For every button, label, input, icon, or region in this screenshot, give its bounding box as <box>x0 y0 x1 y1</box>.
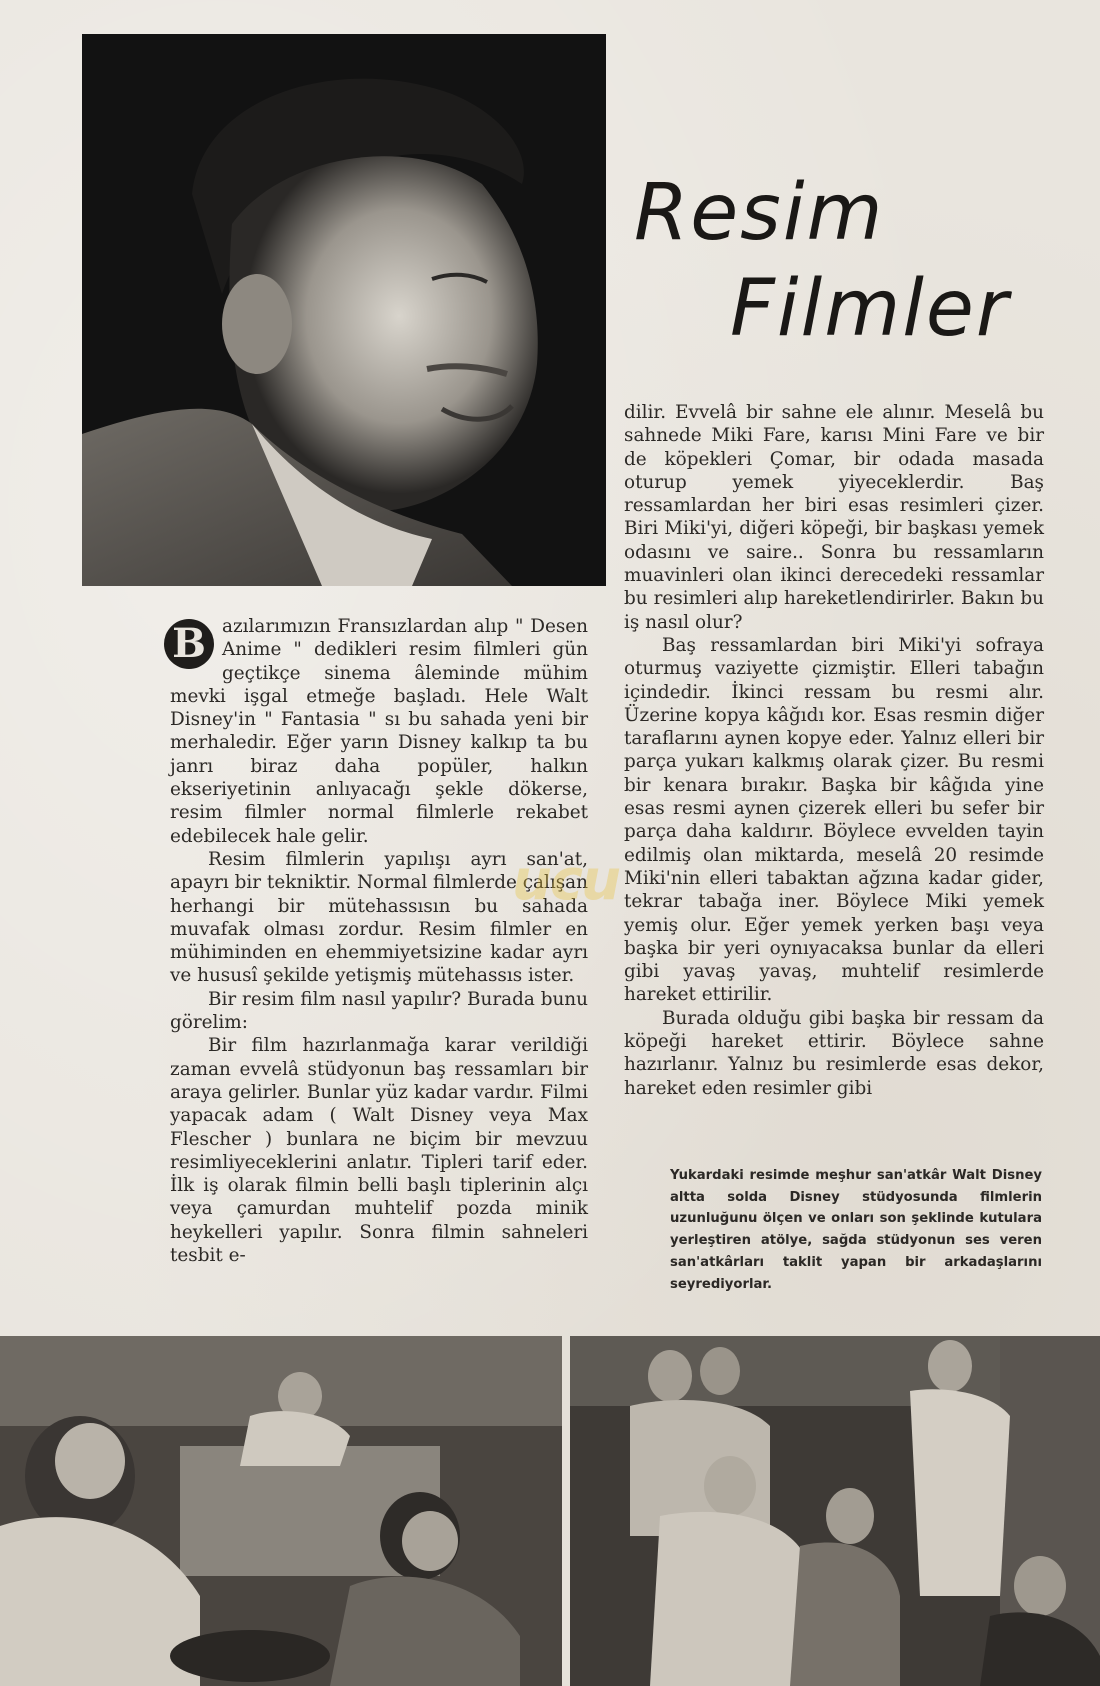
paragraph: Bir resim film nasıl yapılır? Burada bunu görelim: <box>170 988 588 1034</box>
article-title <box>618 168 1048 368</box>
watermark: ucu <box>512 848 619 913</box>
paragraph: Burada olduğu gibi başka bir ressam da köpeği hareket ettirir. Böylece sahne hazırlanır. Yalnız bu resimlerde esas dekor, hareket eden resimler gibi <box>624 1007 1044 1099</box>
title-line-1: Resim <box>634 168 885 258</box>
photo-caption: Yukardaki resimde meşhur san'atkâr Walt Disney altta solda Disney stüdyosunda filmlerin uzunluğunu ölçen ve onları son şeklinde kutulara yerleştiren atölye, sağda stüdyonun ses veren san'atkârları taklit yapan bir arkadaşlarını seyrediyorlar. <box>670 1168 1042 1292</box>
paragraph: dilir. Evvelâ bir sahne ele alınır. Meselâ bu sahnede Miki Fare, karısı Mini Fare ve bir de köpekleri Çomar, bir odada masada oturup yemek yiyeceklerdir. Baş ressamlardan her biri esas resimleri çizer. Biri Miki'yi, diğeri köpeği, bir başkası yemek odasını ve saire.. Sonra bu ressamların muavinleri olan ikinci derecedeki ressamlar bu resimleri alıp hareketlendirirler. Bakın bu iş nasıl olur? <box>624 402 1044 633</box>
paragraph: Bir film hazırlanmağa karar verildiği zaman evvelâ stüdyonun baş ressamları bir araya gelirler. Bunlar yüz kadar vardır. Filmi yapacak adam ( Walt Disney veya Max Flescher ) bunlara ne biçim bir mevzuu resimliyeceklerini anlatır. Tipleri tarif eder. İlk iş olarak filmin belli başlı tiplerinin alçı veya çamurdan muhtelif pozda minik heykelleri yapılır. Sonra filmin sahneleri tesbit e- <box>170 1035 588 1267</box>
title-line-2: Filmler <box>730 264 1010 354</box>
paragraph-text: azılarımızın Fransızlardan alıp " Desen Anime " dedikleri resim filmleri gün geçtikçe sinema âleminde mühim mevki işgal etmeğe başladı. Hele Walt Disney'in " Fantasia " sı bu sahada yeni bir merhaledir. Eğer yarın Disney kalkıp ta bu janrı biraz daha popüler, halkın ekseriyetinin anlıyacağı şekle dökerse, resim filmler normal filmlerle rekabet edebilecek hale gelir. <box>170 616 588 847</box>
studio-workshop-photo <box>0 1336 562 1686</box>
paragraph <box>170 615 588 848</box>
dropcap: B <box>164 619 214 669</box>
right-text-column <box>624 401 1044 1100</box>
paragraph: Baş ressamlardan biri Miki'yi sofraya oturmuş vaziyette çizmiştir. Elleri tabağın içindedir. İkinci ressam bu resmi alır. Üzerine kopya kâğıdı kor. Esas resmin diğer taraflarını aynen kopye eder. Yalnız elleri bir parça yukarı kalkmış olarak çizer. Bu resmi bir kenara bırakır. Başka bir kâğıda yine esas resmi aynen çizerek elleri bu sefer bir parça daha kaldırır. Böylece evvelden tayin edilmiş olan miktarda, meselâ 20 resimde Miki'nin elleri tabaktan ağzına kadar gider, tekrar tabağa iner. Böylece Miki yemek yemiş olur. Eğer yemek yerken başı veya başka bir yeri oynıyacaksa bunlar da elleri gibi yavaş yavaş, muhtelif resimlerde hareket ettirilir. <box>624 634 1044 1006</box>
portrait-photo <box>82 34 606 586</box>
sound-artists-photo <box>570 1336 1100 1686</box>
left-text-column <box>170 615 588 1267</box>
paragraph: Resim filmlerin yapılışı ayrı san'at, apayrı bir tekniktir. Normal filmlerde çalışan herhangi bir mütehassısın bu sahada muvafak olması zordur. Resim filmler en mühiminden en ehemmiyetsizine kadar ayrı ve hususî şekilde yetişmiş mütehassıs ister. <box>170 848 588 987</box>
